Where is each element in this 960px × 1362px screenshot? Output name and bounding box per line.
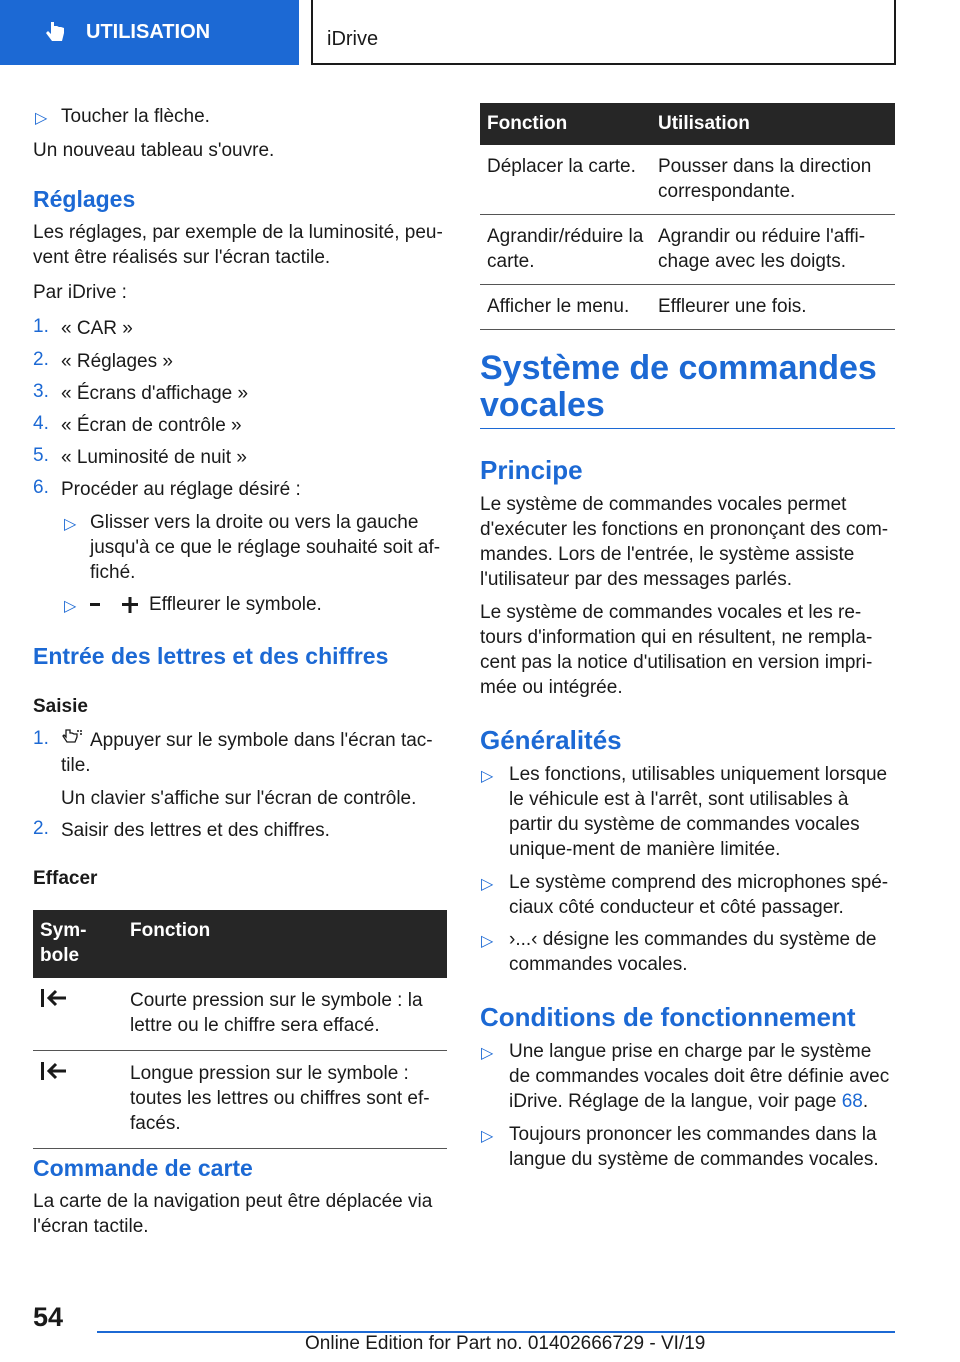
bullet-triangle-icon: ▷ xyxy=(481,1045,494,1062)
table-cell: Courte pression sur le symbole : la lettre ou le chiffre sera effacé. xyxy=(122,978,447,1051)
generalites-item: Les fonctions, utilisables uniquement lorsque le véhicule est à l'arrêt, sont utilisables à partir du système de commandes vocales unique‐ment de manière limitée. xyxy=(509,764,888,860)
carte-paragraph: La carte de la navigation peut être déplacée via l'écran tactile. xyxy=(33,1191,433,1237)
section-tab xyxy=(0,0,299,65)
principe-heading: Principe xyxy=(480,455,583,485)
generalites-item: Le système comprend des microphones spé‐ciaux côté conducteur et côté passager. xyxy=(509,872,889,918)
column-header: Fonction xyxy=(122,910,447,978)
par-idrive: Par iDrive : xyxy=(33,282,127,303)
column-header: Fonction xyxy=(480,103,651,145)
backspace-cell xyxy=(33,1051,122,1149)
column-header: Sym‐bole xyxy=(33,910,122,978)
table-cell: Déplacer la carte. xyxy=(480,145,651,215)
backspace-cell xyxy=(33,978,122,1051)
effacer-heading: Effacer xyxy=(33,868,98,889)
table-cell: Longue pression sur le symbole : toutes les lettres ou chiffres sont ef‐facés. xyxy=(122,1051,447,1149)
page-number: 54 xyxy=(33,1302,64,1332)
step-text: « Réglages » xyxy=(61,351,173,372)
saisie-heading: Saisie xyxy=(33,696,88,717)
section-label: UTILISATION xyxy=(86,21,211,43)
table-cell: Pousser dans la direction correspondante. xyxy=(651,145,895,215)
step-number: 1. xyxy=(33,316,49,337)
effleurer-symbole: Effleurer le symbole. xyxy=(149,594,322,615)
table-row xyxy=(480,215,895,285)
carte-heading: Commande de carte xyxy=(33,1155,253,1181)
carte-table xyxy=(480,103,895,330)
heading-rule xyxy=(480,428,895,429)
step-text: « Luminosité de nuit » xyxy=(61,447,247,468)
table-header-row xyxy=(480,103,895,145)
conditions-item: Toujours prononcer les commandes dans la langue du système de commandes vocales. xyxy=(509,1124,879,1170)
saisie-step1: Appuyer sur le symbole dans l'écran tac‐tile. xyxy=(61,730,433,776)
systeme-heading: Système de commandes vocales xyxy=(480,349,877,424)
step-text: Procéder au réglage désiré : xyxy=(61,479,301,500)
backspace-icon xyxy=(40,988,68,1008)
reglages-paragraph: Les réglages, par exemple de la luminosité, peu‐vent être réalisés sur l'écran tactile. xyxy=(33,222,443,268)
bullet-triangle-icon: ▷ xyxy=(35,110,48,127)
table-row xyxy=(33,978,447,1051)
column-header: Utilisation xyxy=(651,103,895,145)
touch-hand-icon xyxy=(44,20,66,46)
glisser-text: Glisser vers la droite ou vers la gauche jusqu'à ce que le réglage souhaité soit af‐fiché. xyxy=(90,512,441,583)
table-cell: Agrandir/réduire la carte. xyxy=(480,215,651,285)
table-header-row xyxy=(33,910,447,978)
bullet-triangle-icon: ▷ xyxy=(64,516,77,533)
step-number: 1. xyxy=(33,728,49,749)
step-number: 5. xyxy=(33,445,49,466)
step-text: « CAR » xyxy=(61,318,133,339)
step-number: 6. xyxy=(33,477,49,498)
table-cell: Afficher le menu. xyxy=(480,285,651,330)
step-number: 4. xyxy=(33,413,49,434)
table-row xyxy=(33,1051,447,1149)
table-cell: Effleurer une fois. xyxy=(651,285,895,330)
saisie-step1b: Un clavier s'affiche sur l'écran de contrôle. xyxy=(61,788,417,809)
conditions-end: . xyxy=(862,1091,869,1112)
bullet-triangle-icon: ▷ xyxy=(481,768,494,785)
conditions-text: Une langue prise en charge par le système de commandes vocales doit être définie avec iDrive. Réglage de la langue, voir page xyxy=(509,1041,890,1112)
table-cell: Agrandir ou réduire l'affi‐chage avec les doigts. xyxy=(651,215,895,285)
bullet-triangle-icon: ▷ xyxy=(481,1128,494,1145)
bullet-triangle-icon: ▷ xyxy=(481,933,494,950)
conditions-heading: Conditions de fonctionnement xyxy=(480,1002,856,1032)
bullet-triangle-icon: ▷ xyxy=(481,876,494,893)
reglages-heading: Réglages xyxy=(33,186,136,212)
table-row xyxy=(480,285,895,330)
backspace-icon xyxy=(40,1061,68,1081)
table-row xyxy=(480,145,895,215)
page-link[interactable]: 68 xyxy=(841,1091,863,1112)
title-text: iDrive xyxy=(327,28,379,50)
step-text: « Écrans d'affichage » xyxy=(61,383,249,404)
edition-text: Online Edition for Part no. 01402666729 - VI/19 xyxy=(305,1333,706,1354)
principe-paragraph-2: Le système de commandes vocales et les re‐tours d'information qui en résultent, ne rempla‐cent pas la notice d'utilisation en version impri‐mée ou intégrée. xyxy=(480,602,873,698)
minus-plus-icon xyxy=(90,597,140,613)
page-title xyxy=(311,0,896,65)
saisie-step2: Saisir des lettres et des chiffres. xyxy=(61,820,330,841)
step-number: 2. xyxy=(33,349,49,370)
entree-heading: Entrée des lettres et des chiffres xyxy=(33,643,389,669)
step-number: 2. xyxy=(33,818,49,839)
principe-paragraph-1: Le système de commandes vocales permet d'exécuter les fonctions en prononçant des com‐mandes. Lors de l'entrée, le système assiste l'utilisateur par des messages parlés. xyxy=(480,494,889,590)
step-text: « Écran de contrôle » xyxy=(61,415,242,436)
conditions-item xyxy=(509,1039,895,1114)
step-number: 3. xyxy=(33,381,49,402)
toucher-text: Toucher la flèche. xyxy=(61,106,210,127)
effacer-table xyxy=(33,910,447,1149)
generalites-item: ›...‹ désigne les commandes du système de commandes vocales. xyxy=(509,929,877,975)
nouveau-text: Un nouveau tableau s'ouvre. xyxy=(33,140,275,161)
generalites-heading: Généralités xyxy=(480,725,622,755)
bullet-triangle-icon: ▷ xyxy=(64,598,77,615)
